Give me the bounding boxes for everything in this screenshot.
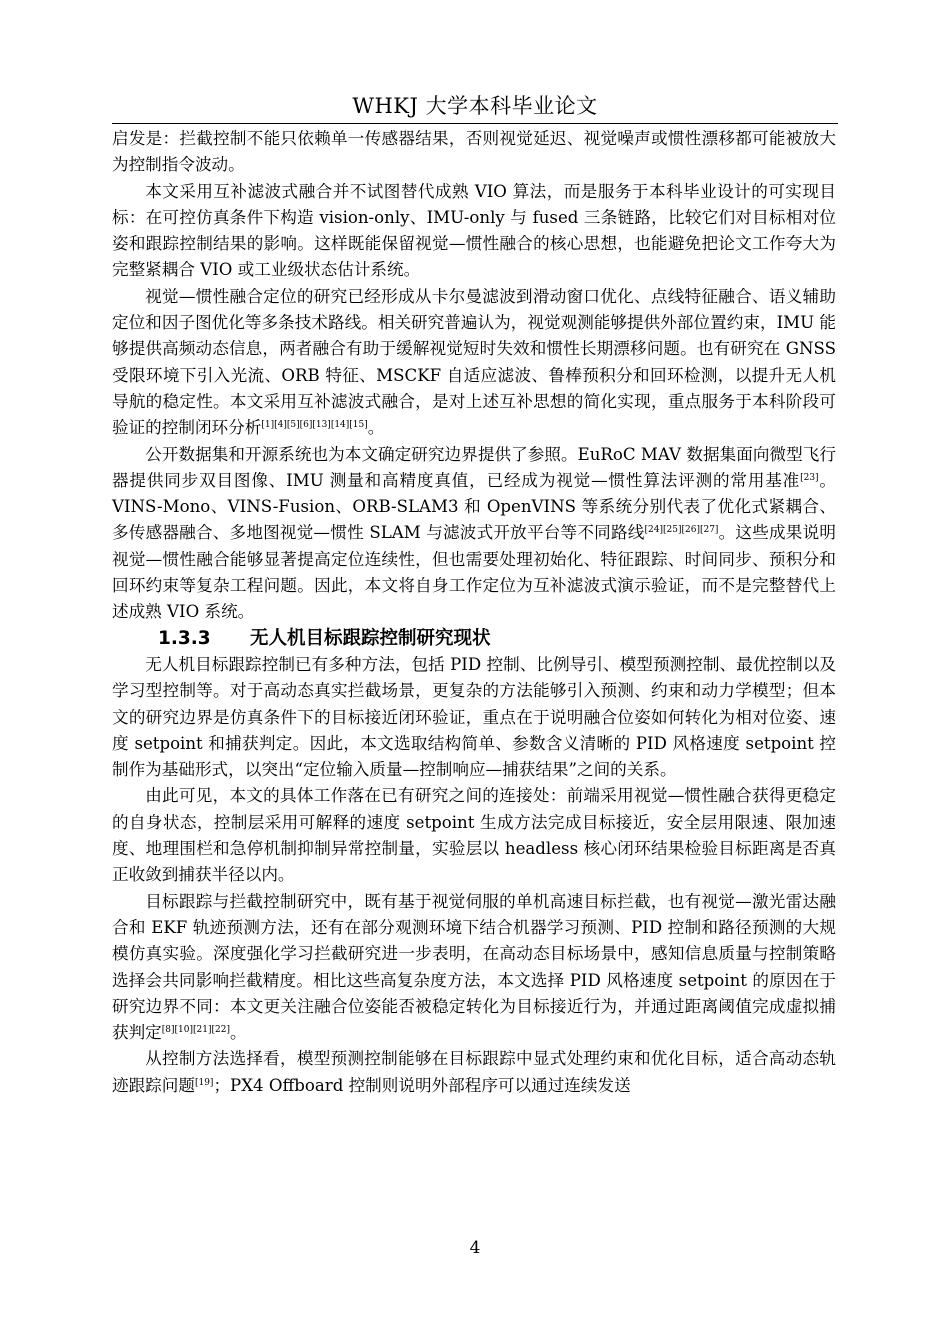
citation: [19] bbox=[194, 1077, 214, 1088]
paragraph-text: 公开数据集和开源系统也为本文确定研究边界提供了参照。EuRoC MAV 数据集面向微型飞行器提供同步双目图像、IMU 测量和高精度真值，已经成为视觉—惯性算法评测的常用基准 bbox=[112, 444, 836, 490]
header-rule bbox=[112, 123, 838, 124]
paragraph-end: 。 bbox=[367, 418, 385, 438]
paragraph-text: 视觉—惯性融合定位的研究已经形成从卡尔曼滤波到滑动窗口优化、点线特征融合、语义辅助定位和因子图优化等多条技术路线。相关研究普遍认为，视觉观测能够提供外部位置约束，IMU 能够提供高频动态信息，两者融合有助于缓解视觉短时失效和惯性长期漂移问题。也有研究在 GNSS 受限环境下引入光流、ORB 特征、MSCKF 自适应滤波、鲁棒预积分和回环检测，以提升无人机导航的稳定性。本文采用互补滤波式融合，是对上述互补思想的简化实现，重点服务于本科阶段可验证的控制闭环分析 bbox=[112, 286, 836, 438]
paragraph-vio-research bbox=[112, 284, 836, 442]
section-title: 无人机目标跟踪控制研究现状 bbox=[250, 627, 491, 649]
paragraph-work-position: 由此可见，本文的具体工作落在已有研究之间的连接处：前端采用视觉—惯性融合获得更稳定的自身状态，控制层采用可解释的速度 setpoint 生成方法完成目标接近，安全层用限速、限加速度、地理围栏和急停机制抑制异常控制量，实验层以 headless 核心闭环结果检验目标距离是否真正收敛到捕获半径以内。 bbox=[112, 786, 836, 885]
running-header: WHKJ 大学本科毕业论文 bbox=[352, 94, 598, 118]
citation: [24][25][26][27] bbox=[644, 525, 719, 536]
page-number: 4 bbox=[469, 1238, 481, 1258]
section-heading bbox=[112, 626, 836, 652]
paragraph-end: 。 bbox=[229, 1023, 247, 1043]
paragraph-tracking-control: 无人机目标跟踪控制已有多种方法，包括 PID 控制、比例导引、模型预测控制、最优控制以及学习型控制等。对于高动态真实拦截场景，更复杂的方法能够引入预测、约束和动力学模型；但本文的研究边界是仿真条件下的目标接近闭环验证，重点在于说明融合位姿如何转化为相对位姿、速度 setpoint 和捕获判定。因此，本文选取结构简单、参数含义清晰的 PID 风格速度 setpoint 控制作为基础形式，以突出“定位输入质量—控制响应—捕获结果”之间的关系。 bbox=[112, 654, 836, 780]
paragraph-text: 从控制方法选择看，模型预测控制能够在目标跟踪中显式处理约束和优化目标，适合高动态轨迹跟踪问题 bbox=[112, 1049, 836, 1095]
body-text bbox=[112, 126, 836, 1099]
citation: [23] bbox=[800, 472, 819, 483]
citation: [8][10][21][22] bbox=[161, 1025, 230, 1036]
paragraph-text: 目标跟踪与拦截控制研究中，既有基于视觉伺服的单机高速目标拦截，也有视觉—激光雷达融合和 EKF 轨迹预测方法，还有在部分观测环境下结合机器学习预测、PID 控制和路径预测的大规模仿真实验。深度强化学习拦截研究进一步表明，在高动态目标场景中，感知信息质量与控制策略选择会共同影响拦截精度。相比这些高复杂度方法，本文选择 PID 风格速度 setpoint 的原因在于研究边界不同：本文更关注融合位姿能否被稳定转化为目标接近行为，并通过距离阈值完成虚拟捕获判定 bbox=[112, 891, 836, 1043]
paragraph-interception bbox=[112, 889, 836, 1047]
paragraph-text: 。VINS-Mono、VINS-Fusion、ORB-SLAM3 和 OpenVINS 等系统分别代表了优化式紧耦合、多传感器融合、多地图视觉—惯性 SLAM 与滤波式开放平台等不同路线 bbox=[112, 470, 836, 543]
paragraph-continued: 启发是：拦截控制不能只依赖单一传感器结果，否则视觉延迟、视觉噪声或惯性漂移都可能被放大为控制指令波动。 bbox=[112, 129, 836, 175]
paragraph-datasets bbox=[112, 442, 836, 626]
paragraph-control-method bbox=[112, 1046, 836, 1099]
citation: [1][4][5][6][13][14][15] bbox=[261, 420, 368, 431]
paragraph-text: ；PX4 Offboard 控制则说明外部程序可以通过连续发送 bbox=[213, 1075, 631, 1095]
paragraph-text: 。这些成果说明视觉—惯性融合能够显著提高定位连续性，但也需要处理初始化、特征跟踪、时间同步、预积分和回环约束等复杂工程问题。因此，本文将自身工作定位为互补滤波式演示验证，而不是完整替代上述成熟 VIO 系统。 bbox=[112, 523, 836, 622]
section-number: 1.3.3 bbox=[158, 627, 211, 649]
paragraph-complementary-filter: 本文采用互补滤波式融合并不试图替代成熟 VIO 算法，而是服务于本科毕业设计的可实现目标：在可控仿真条件下构造 vision-only、IMU-only 与 fused 三条链路，比较它们对目标相对位姿和跟踪控制结果的影响。这样既能保留视觉—惯性融合的核心思想，也能避免把论文工作夸大为完整紧耦合 VIO 或工业级状态估计系统。 bbox=[112, 181, 836, 280]
